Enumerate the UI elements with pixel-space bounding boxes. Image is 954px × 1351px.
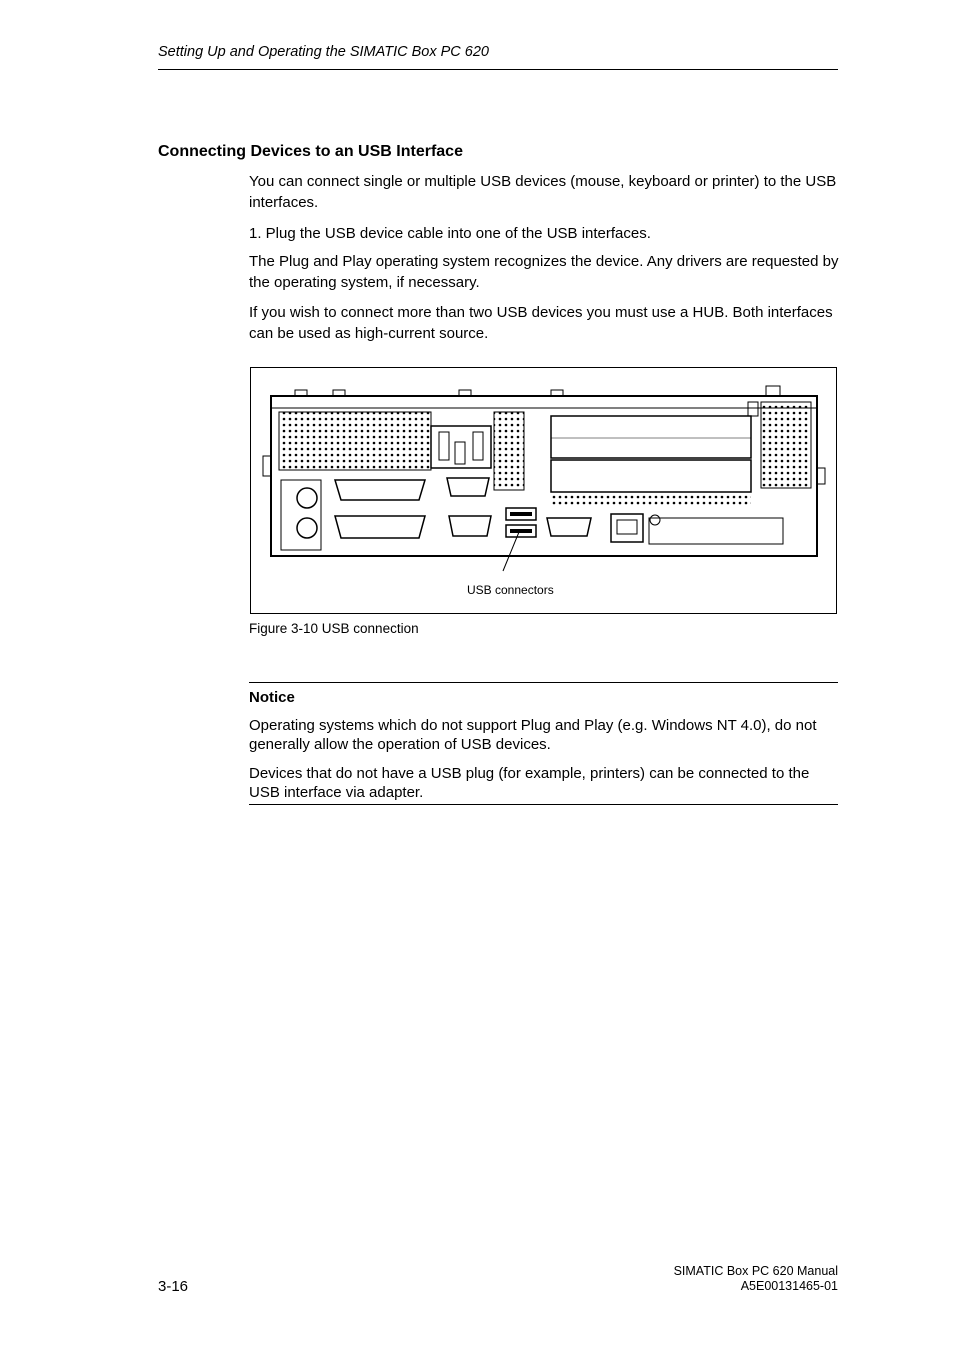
- hub-paragraph: If you wish to connect more than two USB devices you must use a HUB. Both interfaces can be used as high-current source.: [249, 304, 833, 342]
- notice-bottom-rule: [249, 804, 838, 805]
- footer-info: [674, 1264, 838, 1294]
- plug-and-play-paragraph: The Plug and Play operating system recognizes the device. Any drivers are requested by the operating system, if necessary.: [249, 253, 839, 291]
- page-number: 3-16: [158, 1278, 189, 1295]
- manual-title: SIMATIC Box PC 620 Manual: [673, 1264, 838, 1278]
- order-number: A5E00131465-01: [740, 1279, 838, 1293]
- rear-panel-drawing: [251, 368, 836, 613]
- notice-paragraph-1: Operating systems which do not support Plug and Play (e.g. Windows NT 4.0), do not generally allow the operation of USB devices.: [249, 717, 817, 753]
- figure-caption: Figure 3-10 USB connection: [249, 621, 419, 636]
- usb-connectors-label: USB connectors: [467, 583, 554, 597]
- header-rule: [158, 69, 838, 70]
- notice-title: Notice: [249, 689, 295, 706]
- running-header: Setting Up and Operating the SIMATIC Box PC 620: [158, 44, 489, 60]
- step-1: 1. Plug the USB device cable into one of the USB interfaces.: [249, 225, 651, 242]
- section-heading: Connecting Devices to an USB Interface: [158, 143, 463, 160]
- figure-usb-connection: [250, 367, 837, 614]
- intro-paragraph: You can connect single or multiple USB devices (mouse, keyboard or printer) to the USB interfaces.: [249, 173, 837, 211]
- notice-paragraph-2: Devices that do not have a USB plug (for example, printers) can be connected to the USB interface via adapter.: [249, 765, 810, 801]
- notice-top-rule: [249, 682, 838, 683]
